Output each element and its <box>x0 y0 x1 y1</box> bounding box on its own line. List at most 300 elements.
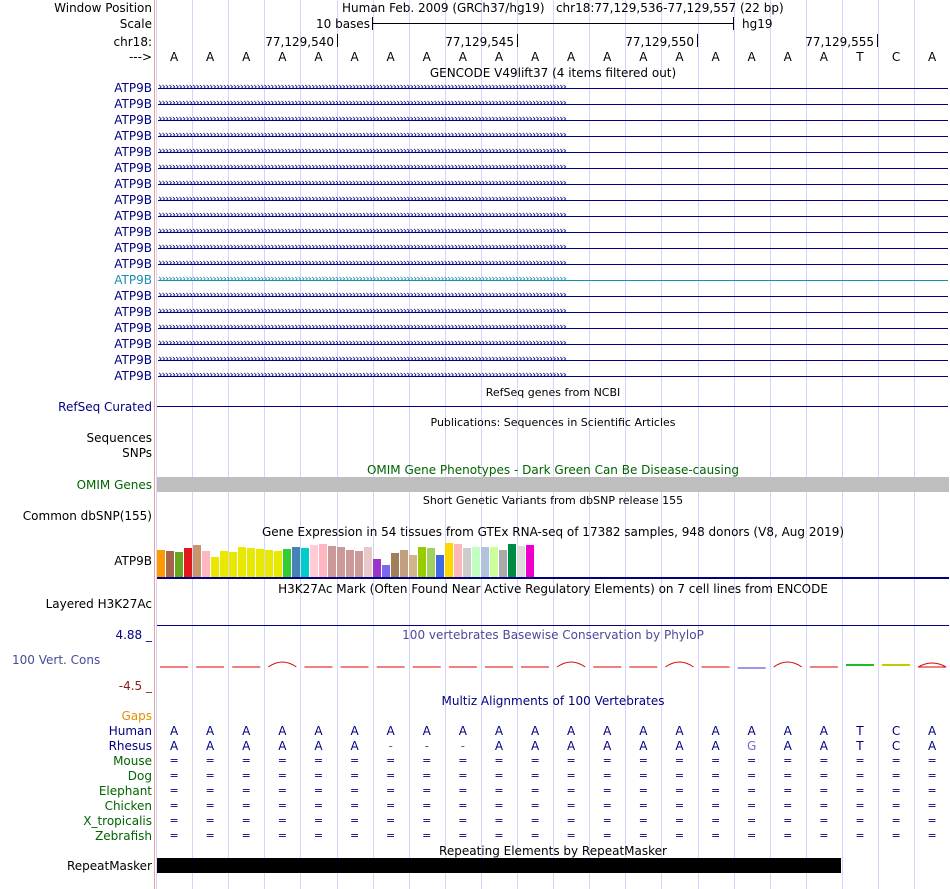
gencode-gene-label[interactable]: ATP9B <box>114 81 152 95</box>
base-letter: A <box>494 50 504 64</box>
multiz-base: = <box>349 799 360 812</box>
gencode-transcript[interactable]: ›››››››››››››››››››››››››››››››››››››››››››››››››››››››››››››››››››››››››››››››››››››››››››››››››››››››››››››››››››››››› <box>158 243 948 255</box>
dbsnp-label[interactable]: Common dbSNP(155) <box>22 509 152 523</box>
multiz-base: = <box>277 829 287 842</box>
gencode-transcript[interactable]: ›››››››››››››››››››››››››››››››››››››››››››››››››››››››››››››››››››››››››››››››››››››››››››››››››››››››››››››››››››››››› <box>158 99 948 111</box>
multiz-base: A <box>206 739 215 753</box>
multiz-base: = <box>891 799 901 812</box>
phylop-segment <box>268 662 296 667</box>
multiz-base: = <box>783 829 793 842</box>
multiz-base: = <box>638 769 648 782</box>
scale-bar-text: 10 bases <box>316 17 370 31</box>
phylop-label[interactable]: 100 Vert. Cons <box>12 653 101 667</box>
base-letter: A <box>783 50 792 64</box>
multiz-base: = <box>241 769 251 782</box>
multiz-base: = <box>349 829 360 842</box>
multiz-base: = <box>602 799 612 812</box>
multiz-base: = <box>710 799 721 812</box>
h3k27ac-label[interactable]: Layered H3K27Ac <box>45 597 152 611</box>
gtex-tissue-bar[interactable] <box>382 565 390 577</box>
multiz-base: = <box>386 769 396 782</box>
multiz-base: A <box>819 739 828 753</box>
gencode-transcript[interactable]: ›››››››››››››››››››››››››››››››››››››››››››››››››››››››››››››››››››››››››››››››››››››››››››››››››››››››››››››››››››››››› <box>158 275 948 287</box>
refseq-title[interactable]: RefSeq genes from NCBI <box>485 386 621 399</box>
gtex-tissue-bar[interactable] <box>337 547 345 577</box>
gtex-tissue-bar[interactable] <box>175 552 183 577</box>
gtex-tissue-bar[interactable] <box>445 543 453 577</box>
gtex-tissue-bar[interactable] <box>193 545 201 577</box>
multiz-base: = <box>602 754 612 767</box>
multiz-base: = <box>819 769 829 782</box>
base-letter: A <box>242 50 251 64</box>
multiz-base: A <box>675 724 684 738</box>
multiz-base: = <box>602 769 612 782</box>
multiz-base: = <box>422 799 432 812</box>
multiz-base: = <box>710 814 721 827</box>
base-letter: A <box>350 50 359 64</box>
multiz-base: = <box>349 784 360 797</box>
gtex-tissue-bar[interactable] <box>292 547 300 577</box>
phylop-title[interactable]: 100 vertebrates Basewise Conservation by PhyloP <box>402 628 704 642</box>
base-letter: A <box>422 50 431 64</box>
omim-title[interactable]: OMIM Gene Phenotypes - Dark Green Can Be Disease-causing <box>366 463 740 477</box>
multiz-base: = <box>458 784 468 797</box>
refseq-label[interactable]: RefSeq Curated <box>58 400 152 414</box>
gtex-tissue-bar[interactable] <box>211 557 219 577</box>
multiz-base: A <box>350 739 359 753</box>
gencode-gene-label[interactable]: ATP9B <box>114 353 152 367</box>
gaps-label: Gaps <box>121 709 152 723</box>
multiz-base: A <box>386 724 395 738</box>
multiz-base: = <box>277 814 287 827</box>
multiz-base: = <box>205 799 215 812</box>
multiz-base: A <box>603 724 612 738</box>
gtex-tissue-bar[interactable] <box>238 547 246 577</box>
multiz-base: = <box>819 814 829 827</box>
gencode-gene-label[interactable]: ATP9B <box>114 145 152 159</box>
phylop-segment <box>557 662 585 667</box>
multiz-base: = <box>530 799 540 812</box>
ruler-tick <box>877 34 878 47</box>
multiz-base: = <box>891 829 901 842</box>
multiz-base: = <box>927 799 937 812</box>
gencode-gene-label[interactable]: ATP9B <box>114 241 152 255</box>
gencode-transcript[interactable]: ›››››››››››››››››››››››››››››››››››››››››››››››››››››››››››››››››››››››››››››››››››››››››››››››››››››››››››››››››››››››› <box>158 307 948 319</box>
ruler-tick <box>337 34 338 47</box>
multiz-base: A <box>350 724 359 738</box>
ruler-tick <box>697 34 698 47</box>
gtex-tissue-bar[interactable] <box>364 547 372 577</box>
multiz-base: = <box>783 784 793 797</box>
ruler-position-label: 77,129,540 <box>265 35 334 49</box>
multiz-base: A <box>928 724 937 738</box>
gtex-tissue-bar[interactable] <box>157 550 165 577</box>
multiz-base: A <box>278 739 287 753</box>
multiz-base: = <box>927 754 937 767</box>
multiz-base: = <box>530 814 540 827</box>
multiz-base: = <box>783 769 793 782</box>
multiz-base: = <box>674 769 685 782</box>
multiz-base: = <box>241 799 251 812</box>
multiz-base: A <box>783 724 792 738</box>
base-letter: A <box>278 50 287 64</box>
gtex-tissue-bar[interactable] <box>220 551 228 577</box>
gtex-tissue-bar[interactable] <box>283 549 291 577</box>
gencode-transcript[interactable]: ›››››››››››››››››››››››››››››››››››››››››››››››››››››››››››››››››››››››››››››››››››››››››››››››››››››››››››››››››››››››› <box>158 371 948 383</box>
multiz-base: = <box>819 799 829 812</box>
multiz-base: = <box>674 799 685 812</box>
multiz-base: = <box>241 754 251 767</box>
multiz-base: A <box>314 724 323 738</box>
multiz-base: = <box>458 754 468 767</box>
multiz-base: = <box>638 814 648 827</box>
multiz-species-label[interactable]: Mouse <box>113 754 152 768</box>
multiz-base: = <box>241 829 251 842</box>
gtex-tissue-bar[interactable] <box>508 544 516 577</box>
scale-bar-tick-right <box>733 17 734 30</box>
multiz-base: = <box>313 829 324 842</box>
gencode-gene-label[interactable]: ATP9B <box>114 177 152 191</box>
ruler-position-label: 77,129,545 <box>445 35 514 49</box>
multiz-base: = <box>602 784 612 797</box>
gtex-tissue-bar[interactable] <box>310 545 318 577</box>
base-letter: A <box>711 50 720 64</box>
phylop-min: -4.5 _ <box>118 679 152 693</box>
multiz-base: = <box>566 784 576 797</box>
multiz-base: = <box>494 829 504 842</box>
multiz-base: = <box>494 769 504 782</box>
gencode-gene-label[interactable]: ATP9B <box>114 193 152 207</box>
gencode-gene-label[interactable]: ATP9B <box>114 209 152 223</box>
multiz-base: = <box>891 784 901 797</box>
gtex-tissue-bar[interactable] <box>346 550 354 577</box>
gencode-transcript[interactable]: ›››››››››››››››››››››››››››››››››››››››››››››››››››››››››››››››››››››››››››››››››››››››››››››››››››››››››››››››››››››››› <box>158 83 948 95</box>
gencode-gene-label[interactable]: ATP9B <box>114 321 152 335</box>
multiz-base: = <box>674 814 685 827</box>
multiz-base: A <box>314 739 323 753</box>
gencode-gene-label[interactable]: ATP9B <box>114 289 152 303</box>
multiz-base: A <box>458 724 467 738</box>
gtex-tissue-bar[interactable] <box>418 547 426 577</box>
gtex-tissue-bar[interactable] <box>184 548 192 577</box>
multiz-base: = <box>638 829 648 842</box>
multiz-base: = <box>530 769 540 782</box>
multiz-base: = <box>494 814 504 827</box>
base-letter: A <box>819 50 828 64</box>
multiz-base: = <box>386 814 396 827</box>
multiz-base: T <box>856 724 864 738</box>
multiz-base: = <box>313 814 324 827</box>
multiz-base: A <box>278 724 287 738</box>
gtex-tissue-bar[interactable] <box>265 550 273 577</box>
gencode-title[interactable]: GENCODE V49lift37 (4 items filtered out) <box>429 66 677 80</box>
multiz-base: = <box>313 799 324 812</box>
multiz-base: A <box>675 739 684 753</box>
gencode-gene-label[interactable]: ATP9B <box>114 257 152 271</box>
omim-label[interactable]: OMIM Genes <box>76 478 152 492</box>
multiz-species-label[interactable]: Human <box>108 724 152 738</box>
gtex-tissue-bar[interactable] <box>400 550 408 577</box>
gencode-gene-label[interactable]: ATP9B <box>114 273 152 287</box>
multiz-base: C <box>891 724 901 738</box>
multiz-base: = <box>494 784 504 797</box>
scale-label: Scale <box>119 17 152 31</box>
multiz-base: = <box>855 769 865 782</box>
multiz-base: = <box>783 754 793 767</box>
refseq-line <box>157 406 948 407</box>
multiz-base: = <box>927 814 937 827</box>
base-letter: A <box>314 50 323 64</box>
multiz-base: A <box>422 724 431 738</box>
multiz-base: A <box>819 724 828 738</box>
multiz-base: - <box>388 739 393 753</box>
multiz-base: = <box>674 829 685 842</box>
repeatmasker-label[interactable]: RepeatMasker <box>66 859 152 873</box>
multiz-base: = <box>747 799 757 812</box>
gencode-transcript[interactable]: ›››››››››››››››››››››››››››››››››››››››››››››››››››››››››››››››››››››››››››››››››››››››››››››››››››››››››››››››››››››››› <box>158 211 948 223</box>
multiz-base: = <box>819 829 829 842</box>
gtex-baseline <box>157 577 949 579</box>
multiz-base: A <box>567 724 576 738</box>
multiz-base: = <box>674 754 685 767</box>
gtex-tissue-bar[interactable] <box>391 553 399 577</box>
multiz-base: = <box>819 784 829 797</box>
gencode-transcript[interactable]: ›››››››››››››››››››››››››››››››››››››››››››››››››››››››››››››››››››››››››››››››››››››››››››››››››››››››››››››››››››››››› <box>158 339 948 351</box>
multiz-title[interactable]: Multiz Alignments of 100 Vertebrates <box>441 694 665 708</box>
gtex-tissue-bar[interactable] <box>355 551 363 577</box>
multiz-base: = <box>783 799 793 812</box>
gencode-gene-label[interactable]: ATP9B <box>114 225 152 239</box>
h3k27ac-baseline <box>157 625 949 626</box>
multiz-base: = <box>674 784 685 797</box>
gencode-gene-label[interactable]: ATP9B <box>114 113 152 127</box>
multiz-base: = <box>169 754 179 767</box>
multiz-base: = <box>566 829 576 842</box>
scale-bar-tick-left <box>372 17 373 30</box>
multiz-base: = <box>710 784 721 797</box>
gtex-tissue-bar[interactable] <box>166 551 174 577</box>
repeatmasker-bar[interactable] <box>157 858 841 873</box>
multiz-base: A <box>169 739 179 753</box>
multiz-base: A <box>530 739 540 753</box>
multiz-base: A <box>530 724 540 738</box>
multiz-base: = <box>566 799 576 812</box>
multiz-base: = <box>386 784 396 797</box>
multiz-base: = <box>855 799 865 812</box>
gtex-tissue-bar[interactable] <box>319 544 327 577</box>
multiz-base: = <box>169 769 179 782</box>
scale-assembly: hg19 <box>742 17 773 31</box>
window-position-label: Window Position <box>54 1 152 15</box>
base-letter: A <box>675 50 684 64</box>
base-letter: A <box>530 50 540 64</box>
multiz-base: = <box>277 784 287 797</box>
multiz-species-label[interactable]: X_tropicalis <box>83 814 152 828</box>
multiz-base: = <box>458 829 468 842</box>
gtex-label[interactable]: ATP9B <box>114 554 152 568</box>
multiz-species-label[interactable]: Chicken <box>104 799 152 813</box>
gencode-transcript[interactable]: ›››››››››››››››››››››››››››››››››››››››››››››››››››››››››››››››››››››››››››››››››››››››››››››››››››››››››››››››››››››››› <box>158 147 948 159</box>
gencode-transcript[interactable]: ›››››››››››››››››››››››››››››››››››››››››››››››››››››››››››››››››››››››››››››››››››››››››››››››››››››››››››››››››››››››› <box>158 115 948 127</box>
multiz-base: A <box>494 739 504 753</box>
publications-snps-label[interactable]: SNPs <box>122 446 152 460</box>
multiz-base: = <box>458 814 468 827</box>
multiz-base: = <box>566 814 576 827</box>
multiz-base: = <box>927 769 937 782</box>
multiz-species-label[interactable]: Rhesus <box>108 739 152 753</box>
multiz-base: = <box>602 814 612 827</box>
multiz-base: = <box>241 784 251 797</box>
multiz-base: = <box>855 829 865 842</box>
gtex-tissue-bar[interactable] <box>517 546 525 577</box>
scale-bar <box>372 23 733 24</box>
gencode-gene-label[interactable]: ATP9B <box>114 369 152 383</box>
multiz-base: = <box>602 829 612 842</box>
multiz-base: = <box>747 829 757 842</box>
phylop-segment <box>918 663 946 667</box>
multiz-base: = <box>891 814 901 827</box>
gencode-gene-label[interactable]: ATP9B <box>114 161 152 175</box>
gtex-tissue-bar[interactable] <box>526 545 534 577</box>
multiz-base: = <box>747 784 757 797</box>
base-letter: A <box>458 50 467 64</box>
gtex-title[interactable]: Gene Expression in 54 tissues from GTEx RNA-seq of 17382 samples, 948 donors (V8, Aug 2019) <box>261 525 845 539</box>
gencode-transcript[interactable]: ›››››››››››››››››››››››››››››››››››››››››››››››››››››››››››››››››››››››››››››››››››››››››››››››››››››››››››››››››››››››› <box>158 355 948 367</box>
multiz-base: A <box>242 724 251 738</box>
multiz-base: = <box>747 814 757 827</box>
multiz-base: A <box>639 739 648 753</box>
multiz-base: A <box>242 739 251 753</box>
base-letter: A <box>639 50 648 64</box>
gtex-tissue-bar[interactable] <box>463 548 471 577</box>
multiz-base: = <box>638 784 648 797</box>
multiz-species-label[interactable]: Zebrafish <box>95 829 152 843</box>
h3k27ac-title[interactable]: H3K27Ac Mark (Often Found Near Active Regulatory Elements) on 7 cell lines from ENCODE <box>278 582 828 596</box>
gtex-tissue-bar[interactable] <box>454 544 462 577</box>
phylop-graph[interactable] <box>156 655 950 680</box>
multiz-base: = <box>205 769 215 782</box>
gencode-transcript[interactable]: ›››››››››››››››››››››››››››››››››››››››››››››››››››››››››››››››››››››››››››››››››››››››››››››››››››››››››››››››››››››››› <box>158 323 948 335</box>
multiz-base: = <box>205 784 215 797</box>
multiz-base: = <box>638 754 648 767</box>
gtex-tissue-bar[interactable] <box>301 548 309 577</box>
gtex-tissue-bar[interactable] <box>481 547 489 577</box>
gencode-transcript[interactable]: ›››››››››››››››››››››››››››››››››››››››››››››››››››››››››››››››››››››››››››››››››››››››››››››››››››››››››››››››››››››››› <box>158 179 948 191</box>
gtex-tissue-bar[interactable] <box>499 550 507 577</box>
multiz-base: = <box>530 784 540 797</box>
multiz-base: = <box>530 754 540 767</box>
multiz-base: = <box>566 754 576 767</box>
multiz-base: = <box>927 784 937 797</box>
gencode-transcript[interactable]: ›››››››››››››››››››››››››››››››››››››››››››››››››››››››››››››››››››››››››››››››››››››››››››››››››››››››››››››››››››››››› <box>158 163 948 175</box>
phylop-segment <box>774 662 802 667</box>
multiz-base: = <box>313 769 324 782</box>
gtex-tissue-bar[interactable] <box>247 548 255 577</box>
repeatmasker-title[interactable]: Repeating Elements by RepeatMasker <box>439 844 667 858</box>
gencode-transcript[interactable]: ›››››››››››››››››››››››››››››››››››››››››››››››››››››››››››››››››››››››››››››››››››››››››››››››››››››››››››››››››››››››› <box>158 195 948 207</box>
multiz-base: = <box>386 829 396 842</box>
sidebar-divider <box>154 0 155 889</box>
dbsnp-title[interactable]: Short Genetic Variants from dbSNP release 155 <box>422 494 684 507</box>
multiz-species-label[interactable]: Dog <box>127 769 152 783</box>
base-letter: A <box>567 50 576 64</box>
gtex-tissue-bar[interactable] <box>202 551 210 577</box>
multiz-base: A <box>206 724 215 738</box>
multiz-base: = <box>349 754 360 767</box>
multiz-base: A <box>711 724 720 738</box>
multiz-base: A <box>711 739 720 753</box>
gtex-tissue-bar[interactable] <box>256 549 264 577</box>
multiz-base: = <box>638 799 648 812</box>
multiz-base: = <box>458 769 468 782</box>
gencode-gene-label[interactable]: ATP9B <box>114 97 152 111</box>
gtex-tissue-bar[interactable] <box>490 547 498 577</box>
gtex-tissue-bar[interactable] <box>436 555 444 577</box>
multiz-base: = <box>386 754 396 767</box>
multiz-base: A <box>639 724 648 738</box>
multiz-base: = <box>747 769 757 782</box>
gtex-tissue-bar[interactable] <box>373 559 381 577</box>
gencode-gene-label[interactable]: ATP9B <box>114 129 152 143</box>
multiz-base: = <box>277 799 287 812</box>
base-letter: A <box>386 50 395 64</box>
multiz-base: = <box>422 814 432 827</box>
multiz-base: = <box>783 814 793 827</box>
multiz-base: = <box>349 814 360 827</box>
multiz-base: = <box>710 769 721 782</box>
multiz-base: G <box>746 739 757 753</box>
publications-sequences-label[interactable]: Sequences <box>86 431 152 445</box>
gtex-tissue-bar[interactable] <box>229 552 237 577</box>
multiz-base: = <box>313 754 324 767</box>
gencode-transcript[interactable]: ›››››››››››››››››››››››››››››››››››››››››››››››››››››››››››››››››››››››››››››››››››››››››››››››››››››››››››››››››››››››› <box>158 259 948 271</box>
base-letter: T <box>856 50 864 64</box>
multiz-base: = <box>458 799 468 812</box>
phylop-max: 4.88 _ <box>115 628 152 642</box>
gencode-transcript[interactable]: ›››››››››››››››››››››››››››››››››››››››››››››››››››››››››››››››››››››››››››››››››››››››››››››››››››››››››››››››››››››››› <box>158 291 948 303</box>
multiz-base: = <box>241 814 251 827</box>
multiz-base: = <box>422 769 432 782</box>
multiz-base: = <box>494 754 504 767</box>
gencode-transcript[interactable]: ›››››››››››››››››››››››››››››››››››››››››››››››››››››››››››››››››››››››››››››››››››››››››››››››››››››››››››››››››››››››› <box>158 131 948 143</box>
multiz-base: A <box>169 724 179 738</box>
base-letter: A <box>206 50 215 64</box>
multiz-base: = <box>747 754 757 767</box>
gtex-tissue-bar[interactable] <box>274 551 282 577</box>
publications-title[interactable]: Publications: Sequences in Scientific Articles <box>430 416 676 429</box>
multiz-species-label[interactable]: Elephant <box>98 784 152 798</box>
multiz-base: = <box>855 784 865 797</box>
gtex-tissue-bar[interactable] <box>427 548 435 577</box>
gtex-tissue-bar[interactable] <box>472 547 480 577</box>
window-position-value: Human Feb. 2009 (GRCh37/hg19) chr18:77,129,536-77,129,557 (22 bp) <box>342 1 784 15</box>
multiz-base: = <box>494 799 504 812</box>
gencode-gene-label[interactable]: ATP9B <box>114 305 152 319</box>
gencode-transcript[interactable]: ›››››››››››››››››››››››››››››››››››››››››››››››››››››››››››››››››››››››››››››››››››››››››››››››››››››››››››››››››››››››› <box>158 227 948 239</box>
base-letter: A <box>747 50 756 64</box>
gtex-tissue-bar[interactable] <box>409 555 417 577</box>
multiz-base: A <box>928 739 937 753</box>
omim-bar[interactable] <box>157 477 949 492</box>
gtex-tissue-bar[interactable] <box>328 546 336 577</box>
multiz-base: = <box>205 754 215 767</box>
ruler-tick <box>517 34 518 47</box>
multiz-base: = <box>277 754 287 767</box>
gtex-bar-chart[interactable] <box>157 540 949 577</box>
multiz-base: = <box>205 829 215 842</box>
multiz-base: = <box>349 769 360 782</box>
gencode-gene-label[interactable]: ATP9B <box>114 337 152 351</box>
